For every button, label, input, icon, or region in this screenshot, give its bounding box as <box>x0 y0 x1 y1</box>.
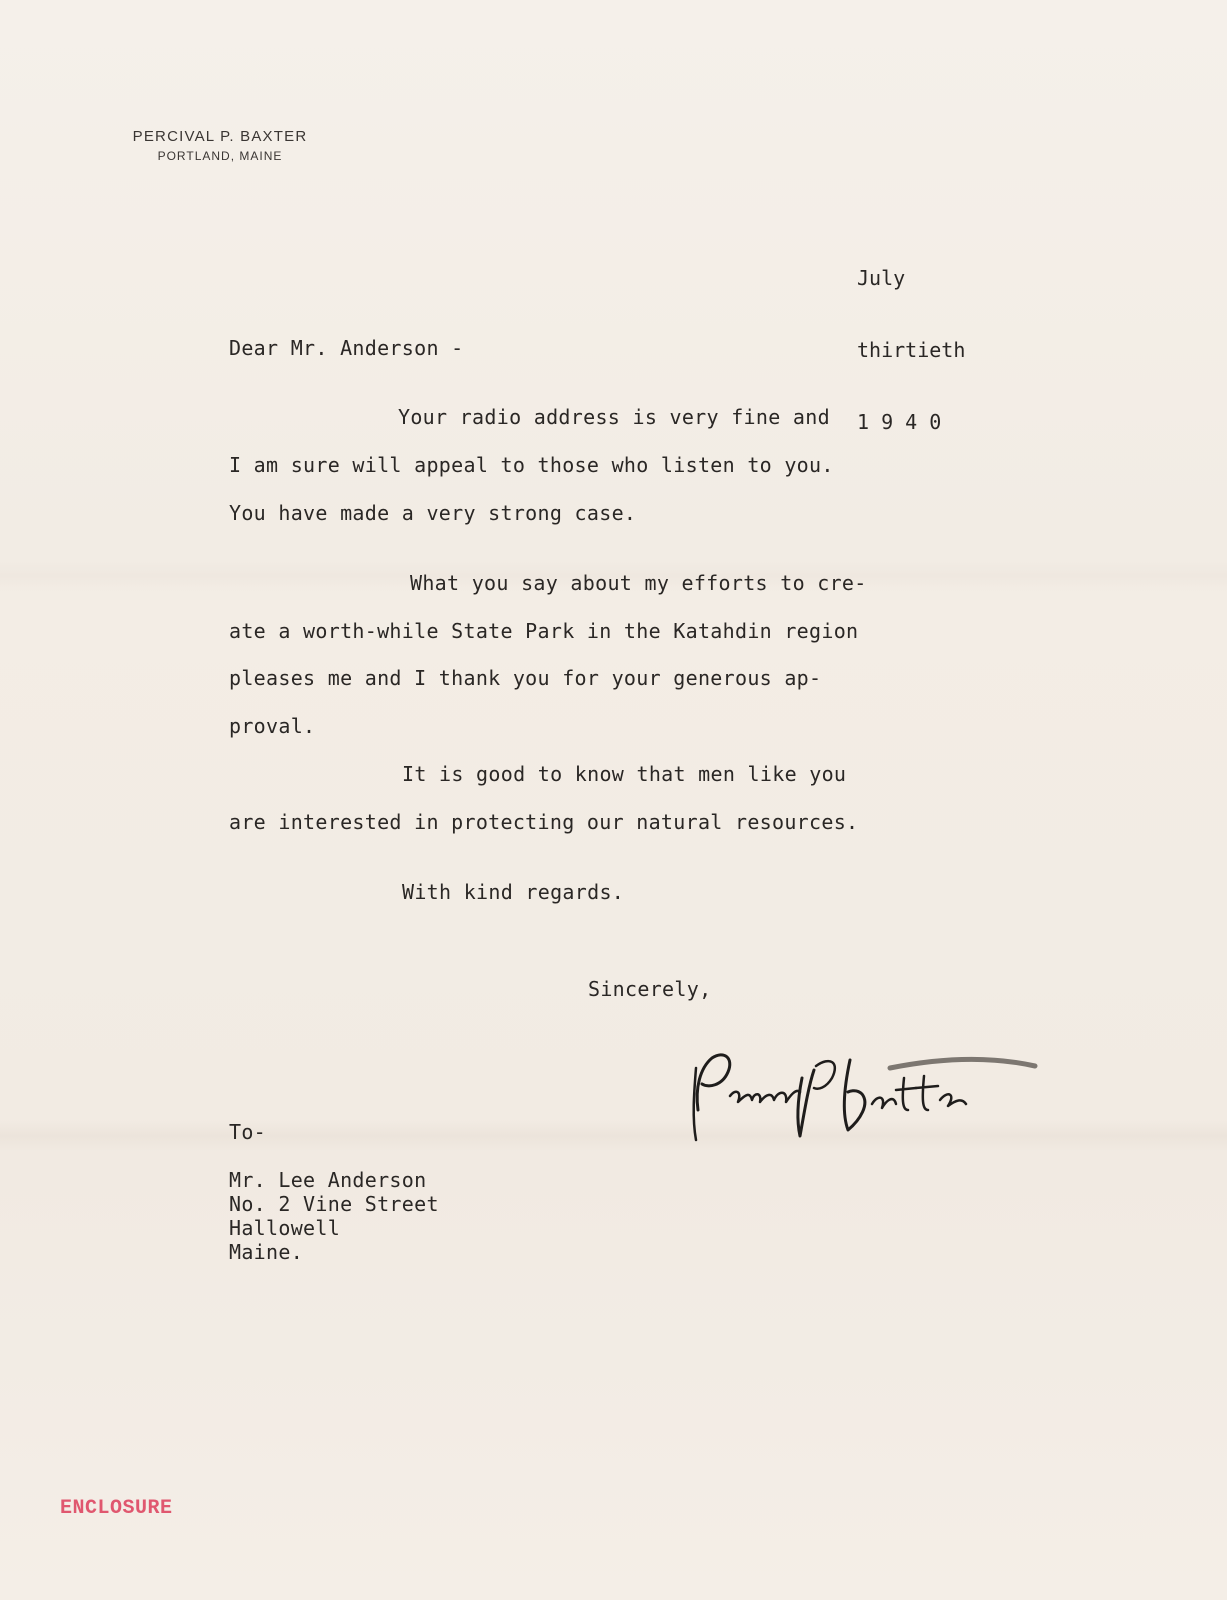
body-line: With kind regards. <box>402 880 625 904</box>
enclosure-stamp: ENCLOSURE <box>60 1497 173 1520</box>
recipient-city: Hallowell <box>229 1216 341 1240</box>
letterhead-name: PERCIVAL P. BAXTER <box>132 128 308 145</box>
recipient-state: Maine. <box>229 1240 304 1264</box>
recipient-street: No. 2 Vine Street <box>229 1192 439 1216</box>
letter-date <box>857 218 965 482</box>
body-line: I am sure will appeal to those who listen to you. <box>229 453 834 477</box>
date-day: thirtieth <box>857 338 966 362</box>
date-year: 1 9 4 0 <box>857 410 942 434</box>
body-line: Your radio address is very fine and <box>398 405 830 429</box>
salutation: Dear Mr. Anderson - <box>229 336 464 360</box>
body-line: pleases me and I thank you for your generous ap- <box>229 666 822 690</box>
body-line: It is good to know that men like you <box>402 762 847 786</box>
body-line: ate a worth-while State Park in the Katahdin region <box>229 619 859 643</box>
letterhead-city: PORTLAND, MAINE <box>157 149 283 163</box>
body-line: are interested in protecting our natural resources. <box>229 810 859 834</box>
body-line: You have made a very strong case. <box>229 501 637 525</box>
letterhead <box>60 128 380 163</box>
body-line: What you say about my efforts to cre- <box>410 571 867 595</box>
to-label: To- <box>229 1120 267 1144</box>
date-month: July <box>857 266 906 290</box>
signature <box>690 1048 1050 1148</box>
recipient-name: Mr. Lee Anderson <box>229 1168 427 1192</box>
closing: Sincerely, <box>588 977 712 1001</box>
body-line: proval. <box>229 714 316 738</box>
